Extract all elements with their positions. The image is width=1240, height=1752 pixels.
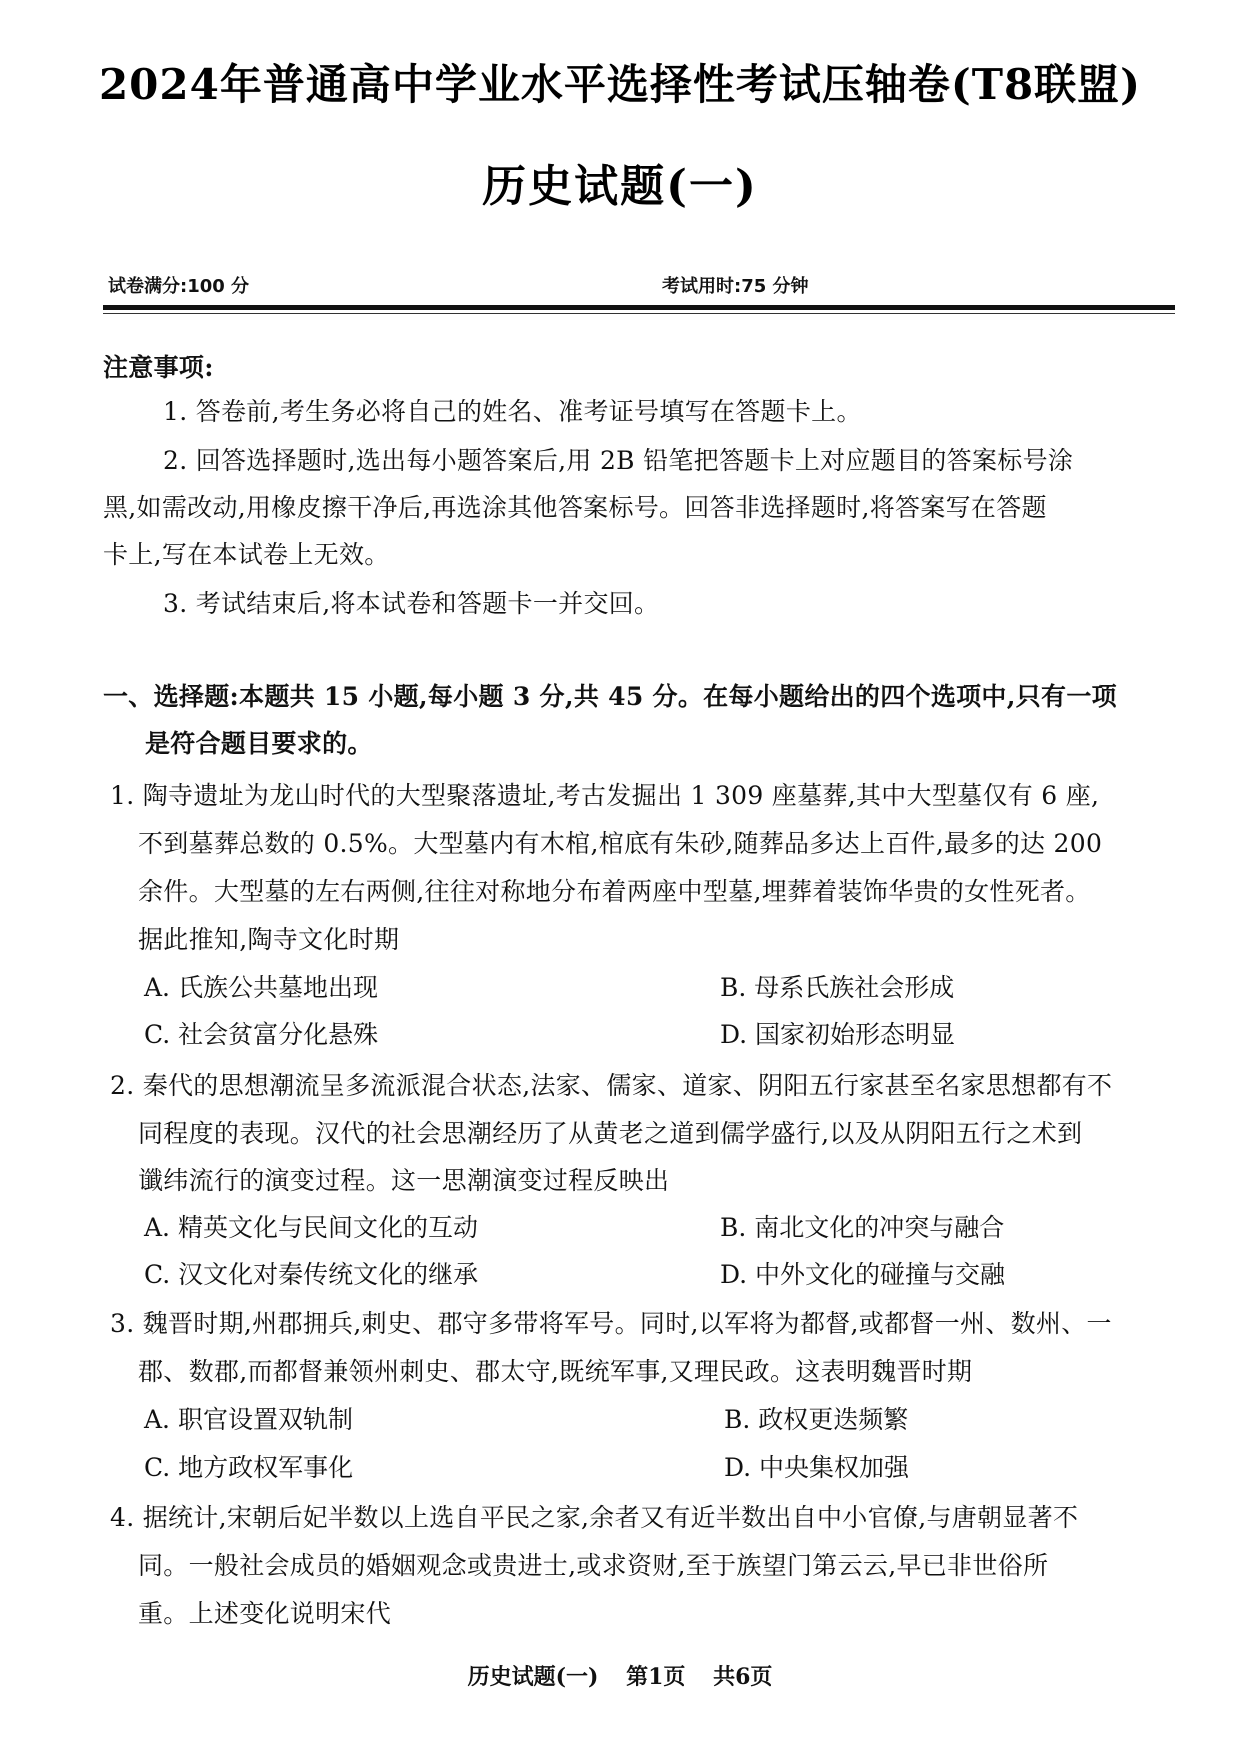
full-score: 试卷满分:100 分 [108, 276, 250, 297]
question-4-text: 4. 据统计,宋朝后妃半数以上选自平民之家,余者又有近半数出自中小官僚,与唐朝显著不 [110, 1503, 1079, 1532]
exam-duration: 考试用时:75 分钟 [662, 276, 809, 297]
notice-line: 黑,如需改动,用橡皮擦干净后,再选涂其他答案标号。回答非选择题时,将答案写在答题 [103, 493, 1047, 522]
question-1-option-c[interactable]: C. 社会贫富分化悬殊 [144, 1020, 379, 1049]
exam-subtitle: 历史试题(一) [482, 161, 758, 212]
question-2-text: 同程度的表现。汉代的社会思潮经历了从黄老之道到儒学盛行,以及从阴阳五行之术到 [138, 1119, 1083, 1148]
question-1-text: 不到墓葬总数的 0.5%。大型墓内有木棺,棺底有朱砂,随葬品多达上百件,最多的达 200 [138, 829, 1103, 858]
question-3-option-d[interactable]: D. 中央集权加强 [724, 1453, 910, 1482]
exam-title: 2024年普通高中学业水平选择性考试压轴卷(T8联盟) [98, 60, 1142, 109]
question-1-option-b[interactable]: B. 母系氏族社会形成 [720, 973, 955, 1002]
section-heading: 一、选择题:本题共 15 小题,每小题 3 分,共 45 分。在每小题给出的四个选项中,只有一项 [103, 682, 1117, 711]
question-2-option-c[interactable]: C. 汉文化对秦传统文化的继承 [144, 1260, 479, 1289]
footer-page-number: 第1页 [626, 1664, 686, 1690]
question-1-option-a[interactable]: A. 氏族公共墓地出现 [144, 973, 378, 1002]
footer-total-pages: 共6页 [713, 1664, 773, 1690]
question-2-option-a[interactable]: A. 精英文化与民间文化的互动 [144, 1213, 478, 1242]
question-3-text: 3. 魏晋时期,州郡拥兵,刺史、郡守多带将军号。同时,以军将为都督,或都督一州、数州、一 [110, 1309, 1112, 1338]
notice-line: 卡上,写在本试卷上无效。 [103, 540, 390, 569]
notice-line: 2. 回答选择题时,选出每小题答案后,用 2B 铅笔把答题卡上对应题目的答案标号涂 [163, 446, 1074, 475]
question-2-option-b[interactable]: B. 南北文化的冲突与融合 [720, 1213, 1005, 1242]
question-1-text: 据此推知,陶寺文化时期 [138, 925, 400, 954]
page-footer [0, 1660, 1240, 1691]
question-1-option-d[interactable]: D. 国家初始形态明显 [720, 1020, 956, 1049]
notice-heading: 注意事项: [103, 353, 214, 382]
question-3-option-a[interactable]: A. 职官设置双轨制 [144, 1405, 353, 1434]
question-3-option-c[interactable]: C. 地方政权军事化 [144, 1453, 354, 1482]
header-divider-thin [103, 313, 1175, 314]
question-3-text: 郡、数郡,而都督兼领州刺史、郡太守,既统军事,又理民政。这表明魏晋时期 [138, 1357, 973, 1386]
notice-line: 3. 考试结束后,将本试卷和答题卡一并交回。 [163, 589, 660, 618]
question-2-text: 谶纬流行的演变过程。这一思潮演变过程反映出 [138, 1166, 670, 1195]
header-divider [103, 305, 1175, 310]
question-2-text: 2. 秦代的思想潮流呈多流派混合状态,法家、儒家、道家、阴阳五行家甚至名家思想都有不 [110, 1071, 1113, 1100]
question-3-option-b[interactable]: B. 政权更迭频繁 [724, 1405, 909, 1434]
question-1-text: 1. 陶寺遗址为龙山时代的大型聚落遗址,考古发掘出 1 309 座墓葬,其中大型墓仅有 6 座, [110, 781, 1100, 810]
notice-line: 1. 答卷前,考生务必将自己的姓名、准考证号填写在答题卡上。 [163, 397, 862, 426]
question-4-text: 重。上述变化说明宋代 [138, 1599, 392, 1628]
footer-exam-name: 历史试题(一) [467, 1664, 599, 1690]
question-2-option-d[interactable]: D. 中外文化的碰撞与交融 [720, 1260, 1006, 1289]
question-1-text: 余件。大型墓的左右两侧,往往对称地分布着两座中型墓,埋葬着装饰华贵的女性死者。 [138, 877, 1091, 906]
question-4-text: 同。一般社会成员的婚姻观念或贵进士,或求资财,至于族望门第云云,早已非世俗所 [138, 1551, 1049, 1580]
section-heading: 是符合题目要求的。 [145, 729, 373, 758]
